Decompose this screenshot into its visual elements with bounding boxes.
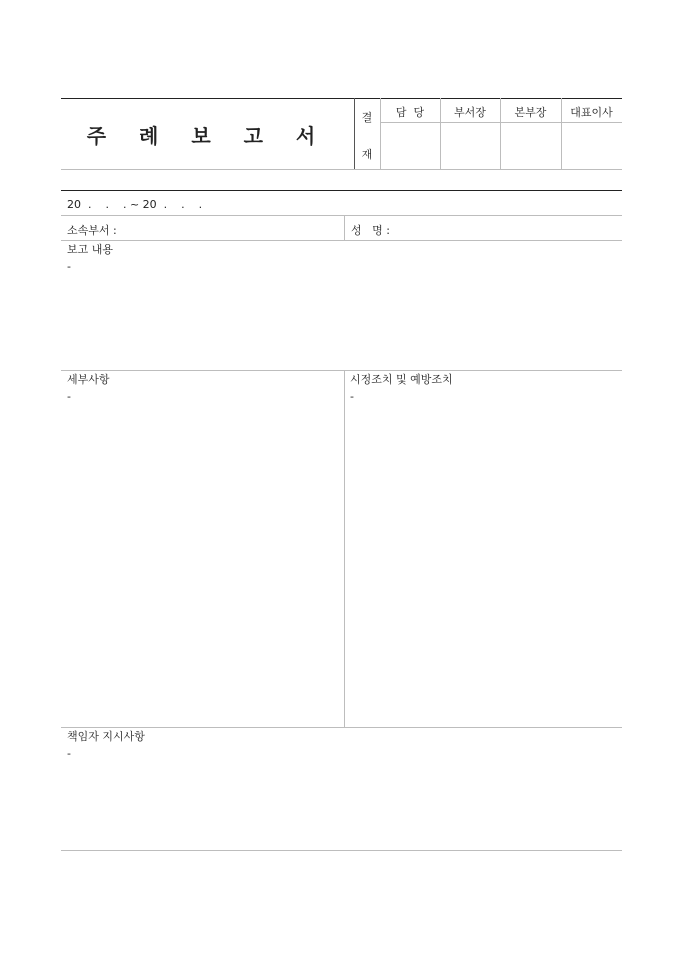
signature-box-dept-head[interactable] bbox=[441, 123, 499, 168]
row-divider bbox=[61, 727, 622, 728]
corrective-action-field[interactable]: - bbox=[350, 390, 354, 403]
row-divider bbox=[61, 240, 622, 241]
name-label: 성 명 : bbox=[351, 224, 390, 237]
details-label: 세부사항 bbox=[67, 373, 110, 386]
approver-division-head: 본부장 bbox=[514, 106, 547, 119]
signature-box-ceo[interactable] bbox=[562, 123, 621, 168]
director-instructions-label: 책임자 지시사항 bbox=[67, 730, 145, 743]
signature-box-staff[interactable] bbox=[381, 123, 439, 168]
approver-dept-head: 부서장 bbox=[454, 106, 486, 119]
info-divider bbox=[344, 215, 345, 240]
header-bottom-border bbox=[61, 169, 622, 170]
approver-ceo: 대표이사 bbox=[570, 106, 613, 119]
report-content-field[interactable]: - bbox=[67, 260, 71, 273]
department-label: 소속부서 : bbox=[67, 224, 117, 237]
approval-label-bottom: 재 bbox=[361, 148, 373, 161]
body-bottom-border bbox=[61, 850, 622, 851]
approval-label-top: 결 bbox=[361, 111, 373, 124]
details-field[interactable]: - bbox=[67, 390, 71, 403]
approver-staff: 담 당 bbox=[395, 106, 425, 119]
director-instructions-field[interactable]: - bbox=[67, 747, 71, 760]
details-divider bbox=[344, 370, 345, 727]
document-title: 주 례 보 고 서 bbox=[86, 124, 329, 148]
header-top-border bbox=[61, 98, 622, 99]
row-divider bbox=[61, 215, 622, 216]
report-content-label: 보고 내용 bbox=[67, 243, 114, 256]
report-period[interactable]: 20 . . . ~ 20 . . . bbox=[67, 198, 203, 211]
corrective-action-label: 시정조치 및 예방조치 bbox=[350, 373, 453, 386]
row-divider bbox=[61, 370, 622, 371]
signature-box-division-head[interactable] bbox=[501, 123, 560, 168]
body-top-border bbox=[61, 190, 622, 191]
